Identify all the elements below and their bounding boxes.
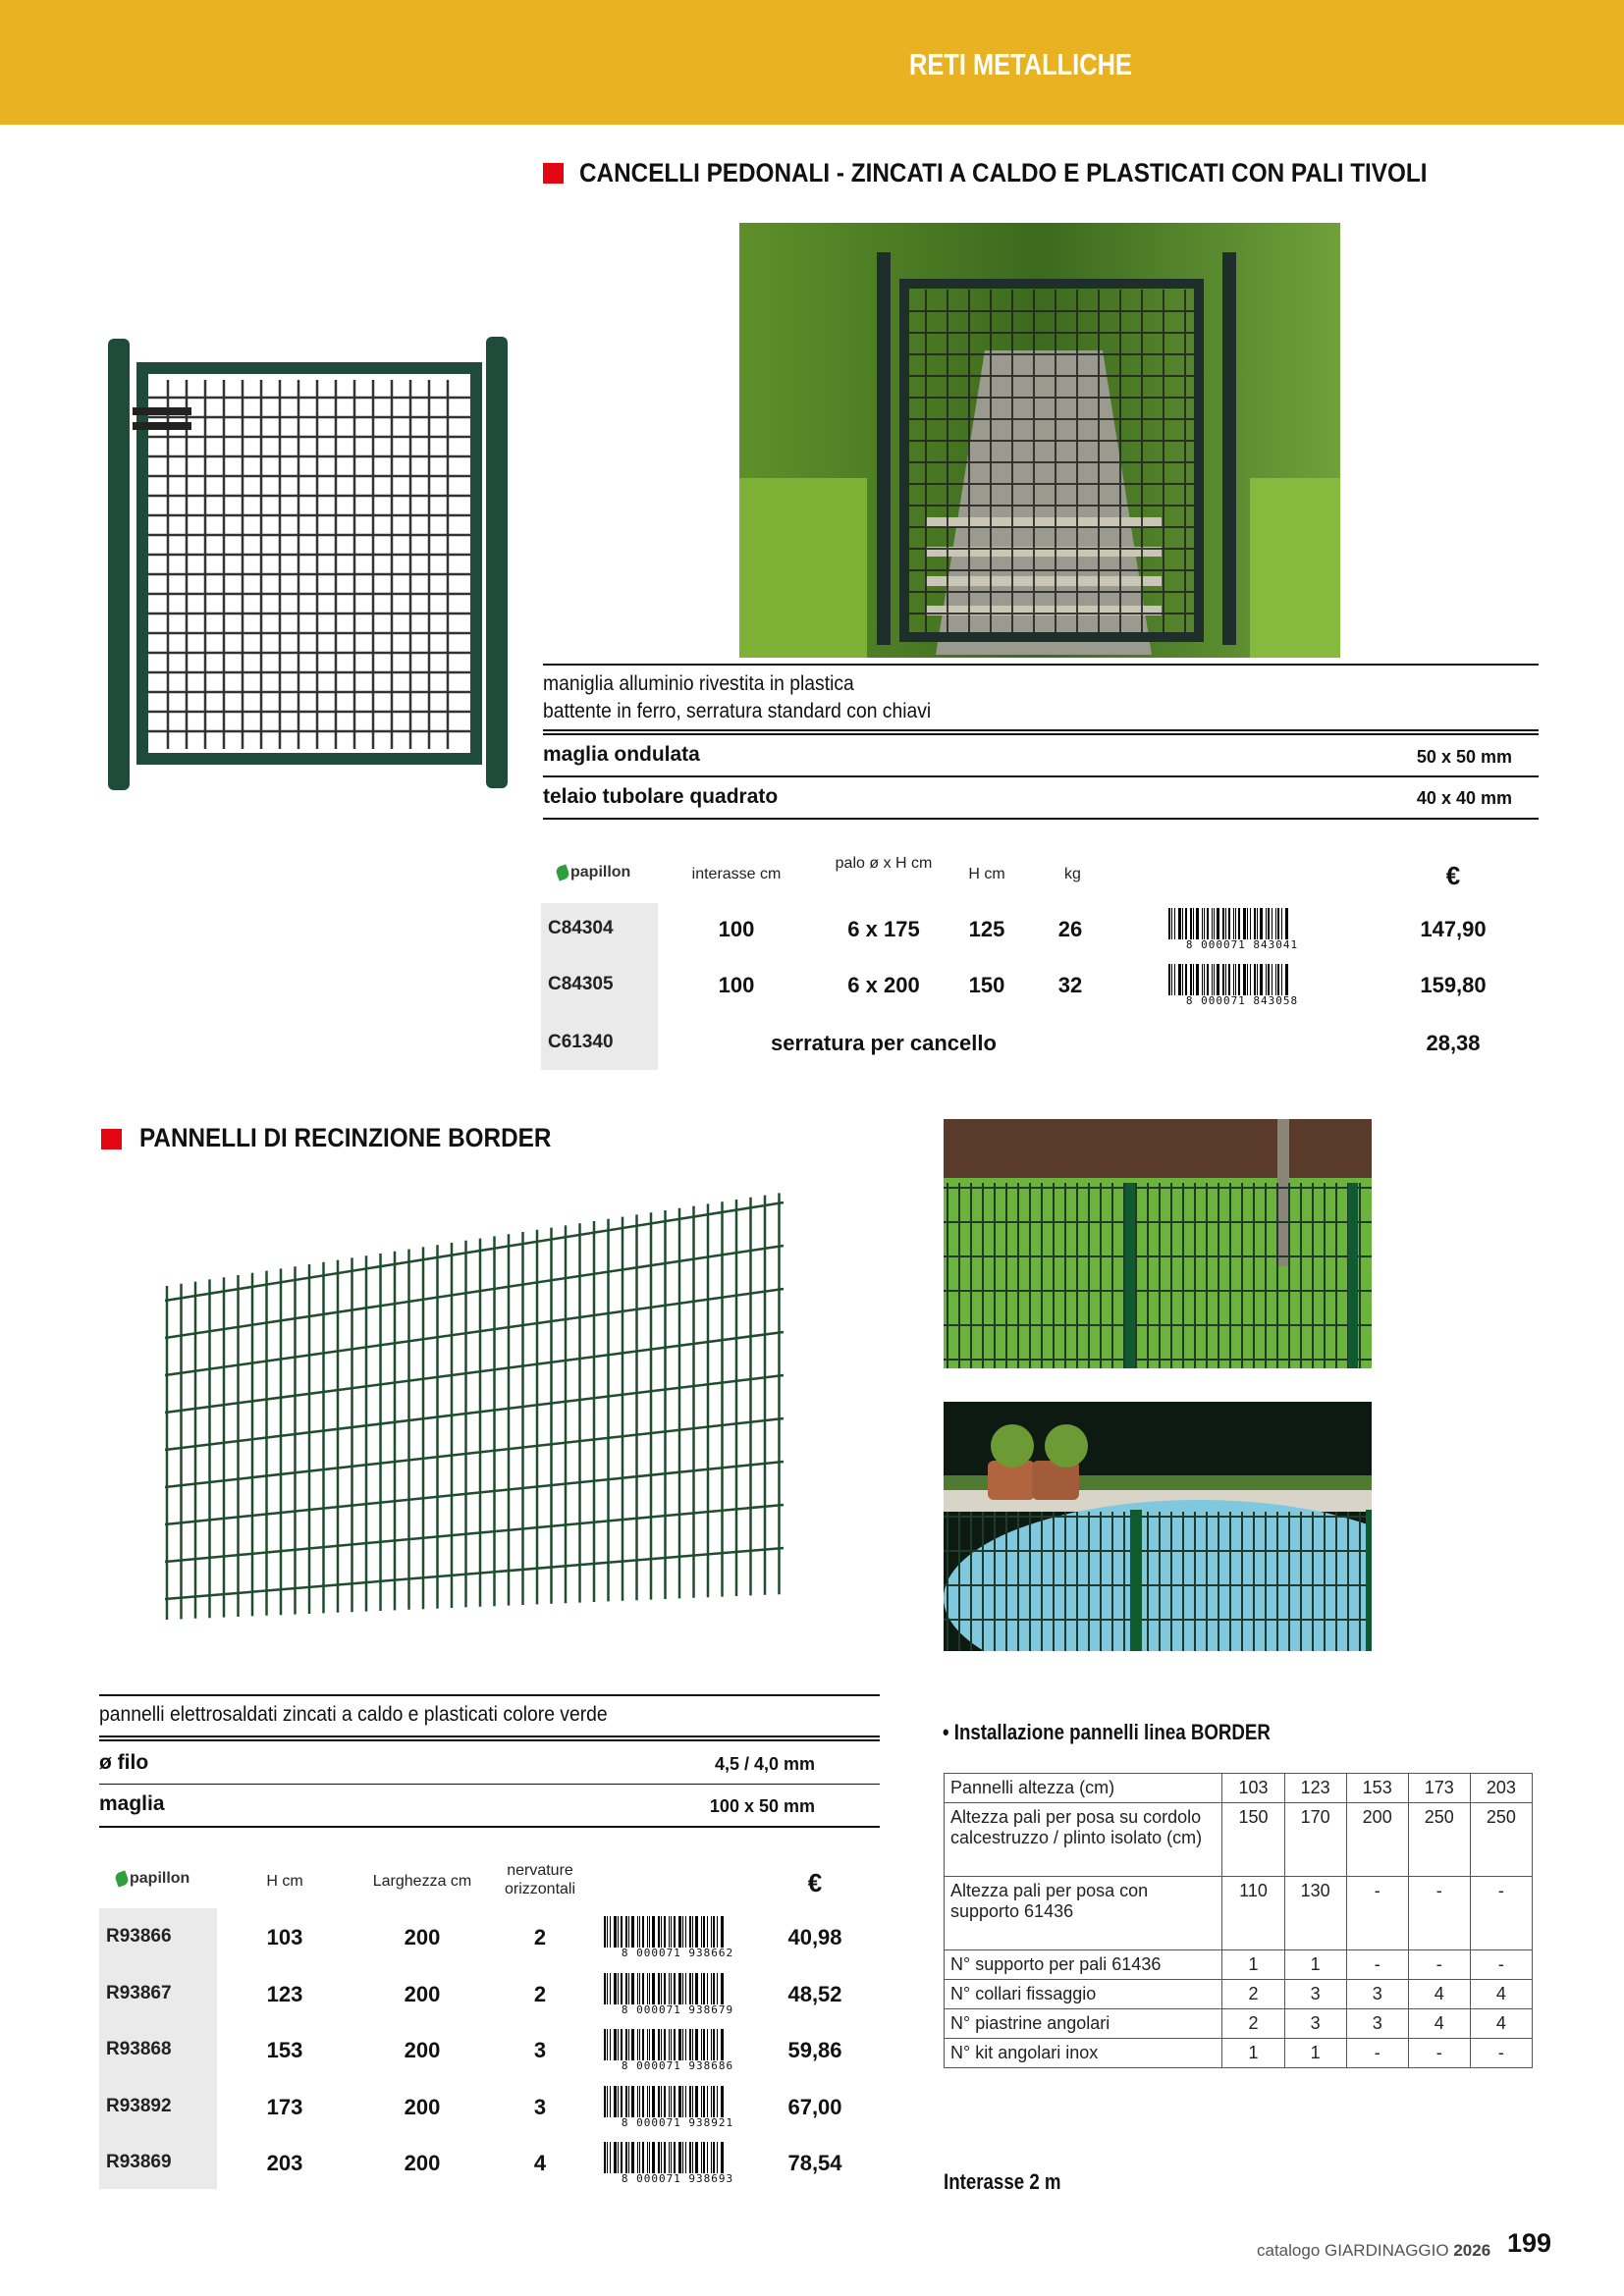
- divider: [543, 664, 1539, 666]
- row-label: N° supporto per pali 61436: [945, 1950, 1222, 1980]
- panel-pool-photo: [944, 1402, 1372, 1651]
- price: 159,80: [1420, 973, 1487, 997]
- cell-value: -: [1346, 1877, 1408, 1950]
- interasse-value: 100: [718, 917, 755, 941]
- divider: [543, 818, 1539, 820]
- barcode: [604, 2086, 751, 2129]
- product-code: R93866: [106, 1926, 172, 1947]
- column-header: kg: [1064, 866, 1081, 882]
- barcode-number: 8 000071 843041: [1185, 938, 1299, 951]
- catalog-name: GIARDINAGGIO: [1325, 2241, 1449, 2260]
- cell-value: 153: [1346, 1774, 1408, 1803]
- row-label: N° kit angolari inox: [945, 2039, 1222, 2068]
- ribs-value: 3: [533, 2038, 547, 2062]
- product-code: R93868: [106, 2039, 172, 2059]
- row-label: N° piastrine angolari: [945, 2009, 1222, 2039]
- brand-logo: [557, 864, 630, 881]
- cell-value: 170: [1284, 1803, 1346, 1877]
- barcode-bars: [604, 1973, 751, 2004]
- table-row: [945, 1774, 1533, 1803]
- barcode-bars: [604, 2029, 751, 2060]
- divider: [543, 729, 1539, 731]
- interasse-value: 100: [718, 973, 755, 997]
- table-row: [945, 1803, 1533, 1877]
- cell-value: -: [1408, 1950, 1470, 1980]
- cell-value: 250: [1470, 1803, 1532, 1877]
- gate-garden-photo: [739, 223, 1340, 658]
- panel-product-image: [147, 1168, 815, 1659]
- price: 147,90: [1420, 917, 1487, 941]
- palo-value: 6 x 175: [847, 917, 920, 941]
- table-row: [945, 1950, 1533, 1980]
- width-value: 200: [404, 1925, 441, 1949]
- brand-name: papillon: [570, 864, 631, 881]
- product-code: R93867: [106, 1982, 172, 2003]
- table-row: [945, 2009, 1533, 2039]
- cell-value: 173: [1408, 1774, 1470, 1803]
- gate-spec-label: telaio tubolare quadrato: [543, 785, 779, 808]
- table-row: [945, 2039, 1533, 2068]
- barcode: [604, 1973, 751, 2016]
- panel-description: pannelli elettrosaldati zincati a caldo e plasticati colore verde: [99, 1703, 608, 1726]
- palo-value: 6 x 200: [847, 973, 920, 997]
- ribs-value: 2: [533, 1981, 547, 2006]
- price: 59,86: [787, 2038, 842, 2062]
- cell-value: 3: [1346, 1980, 1408, 2009]
- cell-value: 4: [1470, 2009, 1532, 2039]
- width-value: 200: [404, 2094, 441, 2119]
- cell-value: -: [1346, 1950, 1408, 1980]
- width-value: 200: [404, 2038, 441, 2062]
- barcode: [1168, 908, 1316, 951]
- barcode-number: 8 000071 938693: [621, 2172, 734, 2185]
- section-marker: [101, 1129, 122, 1149]
- row-label: Pannelli altezza (cm): [945, 1774, 1222, 1803]
- header-band: [0, 0, 1624, 125]
- cell-value: 2: [1222, 2009, 1284, 2039]
- section-marker: [543, 163, 564, 184]
- cell-value: 3: [1284, 1980, 1346, 2009]
- cell-value: -: [1470, 2039, 1532, 2068]
- panel-spec-value: 4,5 / 4,0 mm: [714, 1754, 815, 1774]
- product-code: C84305: [548, 974, 614, 994]
- panel-spec-value: 100 x 50 mm: [709, 1796, 815, 1816]
- cell-value: 1: [1222, 1950, 1284, 1980]
- price: 48,52: [787, 1981, 842, 2006]
- gate-description-2: battente in ferro, serratura standard con chiavi: [543, 700, 932, 722]
- barcode: [604, 2142, 751, 2185]
- divider: [543, 775, 1539, 777]
- gate-spec-value: 50 x 50 mm: [1416, 747, 1512, 767]
- cell-value: 110: [1222, 1877, 1284, 1950]
- gate-spec-label: maglia ondulata: [543, 743, 700, 766]
- table-row: [945, 1877, 1533, 1950]
- table-row: [945, 1980, 1533, 2009]
- divider: [99, 1784, 880, 1785]
- ribs-value: 3: [533, 2094, 547, 2119]
- panels-title: PANNELLI DI RECINZIONE BORDER: [139, 1123, 552, 1152]
- catalog-prefix: catalogo: [1257, 2241, 1321, 2260]
- cell-value: 4: [1408, 2009, 1470, 2039]
- height-value: 125: [968, 917, 1005, 941]
- panel-spec-label: maglia: [99, 1792, 165, 1815]
- cell-value: -: [1408, 1877, 1470, 1950]
- cell-value: 2: [1222, 1980, 1284, 2009]
- cell-value: -: [1470, 1950, 1532, 1980]
- cell-value: 1: [1284, 2039, 1346, 2068]
- cell-value: -: [1346, 2039, 1408, 2068]
- column-header: H cm: [266, 1873, 303, 1890]
- barcode: [604, 2029, 751, 2072]
- price: 78,54: [787, 2151, 842, 2175]
- column-header: palo ø x H cm: [835, 855, 933, 872]
- height-value: 153: [266, 2038, 303, 2062]
- barcode-number: 8 000071 938662: [621, 1947, 734, 1959]
- panel-spec-label: ø filo: [99, 1751, 149, 1774]
- row-label: Altezza pali per posa con supporto 61436: [945, 1877, 1222, 1950]
- cell-value: -: [1408, 2039, 1470, 2068]
- height-value: 123: [266, 1981, 303, 2006]
- weight-value: 26: [1057, 917, 1083, 941]
- barcode-bars: [604, 2142, 751, 2173]
- price: 28,38: [1426, 1031, 1481, 1055]
- cell-value: 1: [1284, 1950, 1346, 1980]
- divider: [99, 1694, 880, 1696]
- gate-product-image: [103, 329, 535, 800]
- product-code: C84304: [548, 918, 614, 938]
- divider: [543, 733, 1539, 735]
- column-header: interasse cm: [691, 866, 782, 882]
- product-code: C61340: [548, 1032, 614, 1052]
- barcode-number: 8 000071 843058: [1185, 994, 1299, 1007]
- cell-value: 4: [1408, 1980, 1470, 2009]
- column-header: nervature orizzontali: [504, 1862, 576, 1897]
- section-title: RETI METALLICHE: [909, 47, 1132, 81]
- gate-spec-value: 40 x 40 mm: [1416, 788, 1512, 808]
- width-value: 200: [404, 2151, 441, 2175]
- panel-lawn-photo: [944, 1119, 1372, 1368]
- catalog-label: [1257, 2241, 1490, 2261]
- currency-header: €: [807, 1868, 823, 1897]
- barcode-number: 8 000071 938686: [621, 2059, 734, 2072]
- width-value: 200: [404, 1981, 441, 2006]
- installation-title: • Installazione pannelli linea BORDER: [943, 1720, 1271, 1744]
- cell-value: 3: [1284, 2009, 1346, 2039]
- currency-header: €: [1445, 861, 1461, 890]
- barcode-number: 8 000071 938921: [621, 2115, 734, 2129]
- cell-value: 150: [1222, 1803, 1284, 1877]
- cell-value: 250: [1408, 1803, 1470, 1877]
- gate-description-1: maniglia alluminio rivestita in plastica: [543, 672, 854, 695]
- row-label: Altezza pali per posa su cordolo calcestruzzo / plinto isolato (cm): [945, 1803, 1222, 1877]
- divider: [99, 1739, 880, 1741]
- barcode: [1168, 964, 1316, 1007]
- brand-logo: [116, 1870, 189, 1888]
- divider: [99, 1826, 880, 1828]
- height-value: 103: [266, 1925, 303, 1949]
- cell-value: 203: [1470, 1774, 1532, 1803]
- cell-value: 3: [1346, 2009, 1408, 2039]
- accessory-label: serratura per cancello: [771, 1031, 997, 1055]
- gates-title: CANCELLI PEDONALI - ZINCATI A CALDO E PLASTICATI CON PALI TIVOLI: [579, 158, 1428, 187]
- row-label: N° collari fissaggio: [945, 1980, 1222, 2009]
- barcode-number: 8 000071 938679: [621, 2002, 734, 2016]
- cell-value: 123: [1284, 1774, 1346, 1803]
- ribs-value: 2: [533, 1925, 547, 1949]
- barcode-bars: [604, 1916, 751, 1948]
- cell-value: 4: [1470, 1980, 1532, 2009]
- column-header: H cm: [968, 866, 1005, 882]
- brand-name: papillon: [130, 1870, 190, 1887]
- page-number: 199: [1507, 2228, 1552, 2258]
- barcode: [604, 1916, 751, 1959]
- cell-value: 130: [1284, 1877, 1346, 1950]
- cell-value: -: [1470, 1877, 1532, 1950]
- divider: [99, 1735, 880, 1737]
- barcode-bars: [1168, 964, 1316, 995]
- price: 67,00: [787, 2094, 842, 2119]
- height-value: 173: [266, 2094, 303, 2119]
- cell-value: 1: [1222, 2039, 1284, 2068]
- barcode-bars: [604, 2086, 751, 2117]
- product-code: R93869: [106, 2152, 172, 2172]
- height-value: 150: [968, 973, 1005, 997]
- column-header: Larghezza cm: [372, 1873, 472, 1890]
- weight-value: 32: [1057, 973, 1083, 997]
- price: 40,98: [787, 1925, 842, 1949]
- leaf-icon: [555, 864, 570, 881]
- installation-table: [944, 1773, 1533, 2068]
- catalog-year: 2026: [1453, 2241, 1491, 2260]
- leaf-icon: [114, 1870, 130, 1887]
- cell-value: 103: [1222, 1774, 1284, 1803]
- ribs-value: 4: [533, 2151, 547, 2175]
- product-code: R93892: [106, 2095, 172, 2116]
- cell-value: 200: [1346, 1803, 1408, 1877]
- barcode-bars: [1168, 908, 1316, 939]
- height-value: 203: [266, 2151, 303, 2175]
- installation-note: Interasse 2 m: [944, 2169, 1061, 2194]
